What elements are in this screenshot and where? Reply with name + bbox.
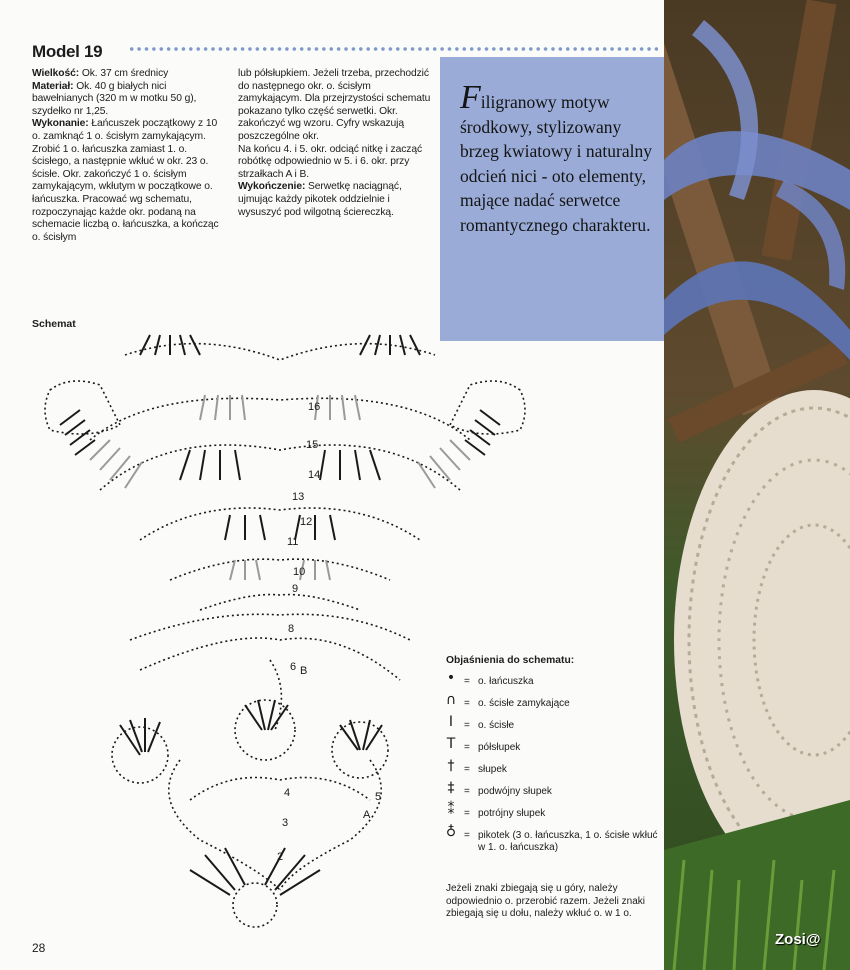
legend-equals: = [464, 742, 470, 753]
legend-item [444, 694, 654, 716]
quote-text [460, 79, 660, 237]
round-label-16: 16 [308, 401, 321, 413]
legend-symbol-icon: ∩ [445, 692, 457, 708]
instruction-text: Łańcuszek początkowy z 10 o. zamknąć 1 o. ścisłym zamykającym. Zrobić 1 o. łańcuszka zamiast 1. o. ścisłego, a następnie wkłuć w okr. 23 o. ścisłe. Okr. zakończyć 1 o. ścisłym zamykającym, wkłutym w początkowe o. łańcuszka. Pracować wg schematu, rozpoczynając każde okr. podaną na schemacie liczbą o. łańcuszka, a kończąc o. ścisłym [32, 118, 219, 243]
round-label-13: 13 [292, 491, 305, 503]
round-label-11: 11 [287, 536, 299, 548]
round-label-6: 6 [290, 661, 297, 673]
legend-label: pikotek (3 o. łańcuszka, 1 o. ścisłe wkłuć w 1. o. łańcuszka) [478, 830, 658, 853]
legend-equals: = [464, 698, 470, 709]
arrow-label-b: B [300, 665, 308, 677]
round-label-4: 4 [284, 787, 291, 799]
instructions-column-1 [32, 68, 222, 244]
legend-label: o. łańcuszka [478, 676, 534, 687]
instructions-column-2 [238, 68, 433, 219]
legend-equals: = [464, 764, 470, 775]
legend-equals: = [464, 720, 470, 731]
legend-symbol-icon: I [448, 714, 454, 730]
fan-outer-right [450, 381, 525, 434]
legend-item [444, 738, 654, 760]
page-number: 28 [32, 941, 46, 955]
round-label-12: 12 [300, 516, 313, 528]
model-title: Model 19 [32, 42, 103, 61]
legend-equals: = [464, 808, 470, 819]
legend-label: półsłupek [478, 742, 521, 753]
round-label-3: 3 [282, 817, 289, 829]
instruction-paragraph [238, 144, 433, 182]
quote-body: iligranowy motyw środkowy, stylizowany brzeg kwiatowy i naturalny odcień nici - oto elementy, mające nadać serwetce romantycznego charakteru. [460, 92, 652, 235]
legend-title: Objaśnienia do schematu: [446, 655, 575, 666]
diagram-label: Schemat [32, 318, 76, 330]
legend-label: słupek [478, 764, 507, 775]
legend-item [444, 804, 654, 826]
legend-item [444, 760, 654, 782]
instruction-paragraph [32, 81, 222, 119]
instruction-text: lub półsłupkiem. Jeżeli trzeba, przechodzić do następnego okr. o. ścisłym zamykającym. Dla przejrzystości schematu pokazano tylko część serwetki. Okr. zakończyć wg wzoru. Cyfry wskazują poszczególne okr. [238, 68, 431, 142]
legend-equals: = [464, 830, 470, 841]
legend-symbol-icon: ‡ [447, 780, 455, 796]
instruction-paragraph [32, 68, 222, 81]
legend-symbol-icon: † [447, 758, 455, 774]
legend-item [444, 824, 658, 856]
legend-label: o. ścisłe [478, 720, 515, 731]
round-label-2: 2 [277, 851, 284, 863]
doily-photo [664, 0, 850, 970]
watermark: Zosi@ [775, 931, 821, 948]
legend-symbol-icon: T [446, 736, 456, 752]
legend-symbol-icon: • [446, 670, 456, 686]
legend-symbol-icon: ♁ [445, 824, 457, 840]
instruction-paragraph [238, 181, 433, 219]
instruction-text: Serwetkę naciągnąć, ujmując każdy pikotek oddzielnie i wysuszyć pod wilgotną ściereczką. [238, 181, 402, 218]
instruction-label: Materiał: [32, 80, 74, 92]
instruction-text: Ok. 40 g białych nici bawełnianych (320 m w motku 50 g), szydełko nr 1,25. [32, 80, 197, 117]
round-label-15: 15 [306, 439, 319, 451]
legend [444, 670, 658, 856]
fan-outer-left [45, 381, 120, 434]
legend-equals: = [464, 786, 470, 797]
instruction-text: Na końcu 4. i 5. okr. odciąć nitkę i zacząć robótkę odpowiednio w 5. i 6. okr. przy strzałkach A i B. [238, 143, 422, 180]
arrow-label-a: A [363, 809, 371, 821]
instruction-label: Wykonanie: [32, 118, 89, 130]
round-label-10: 10 [293, 566, 306, 578]
legend-symbol-icon: ⁑ [447, 802, 455, 818]
round-label-14: 14 [308, 469, 321, 481]
dotted-rule [128, 44, 658, 54]
instruction-label: Wielkość: [32, 68, 80, 79]
instruction-text: Ok. 37 cm średnicy [79, 68, 169, 79]
legend-label: o. ścisłe zamykające [478, 698, 570, 709]
instruction-label: Wykończenie: [238, 181, 306, 193]
legend-item [444, 716, 654, 738]
legend-label: potrójny słupek [478, 808, 546, 819]
round-label-8: 8 [288, 623, 295, 635]
instruction-paragraph [238, 68, 433, 144]
quote-initial: F [460, 79, 481, 116]
legend-item [444, 672, 654, 694]
round-label-9: 9 [292, 583, 299, 595]
legend-note: Jeżeli znaki zbiegają się u góry, należy odpowiednio o. przerobić razem. Jeżeli znaki zbiegają się u dołu, należy wkłuć o. w 1 o. [446, 883, 645, 920]
legend-equals: = [464, 676, 470, 687]
round-label-5: 5 [375, 791, 382, 803]
legend-label: podwójny słupek [478, 786, 552, 797]
instruction-paragraph [32, 118, 222, 244]
legend-item [444, 782, 654, 804]
